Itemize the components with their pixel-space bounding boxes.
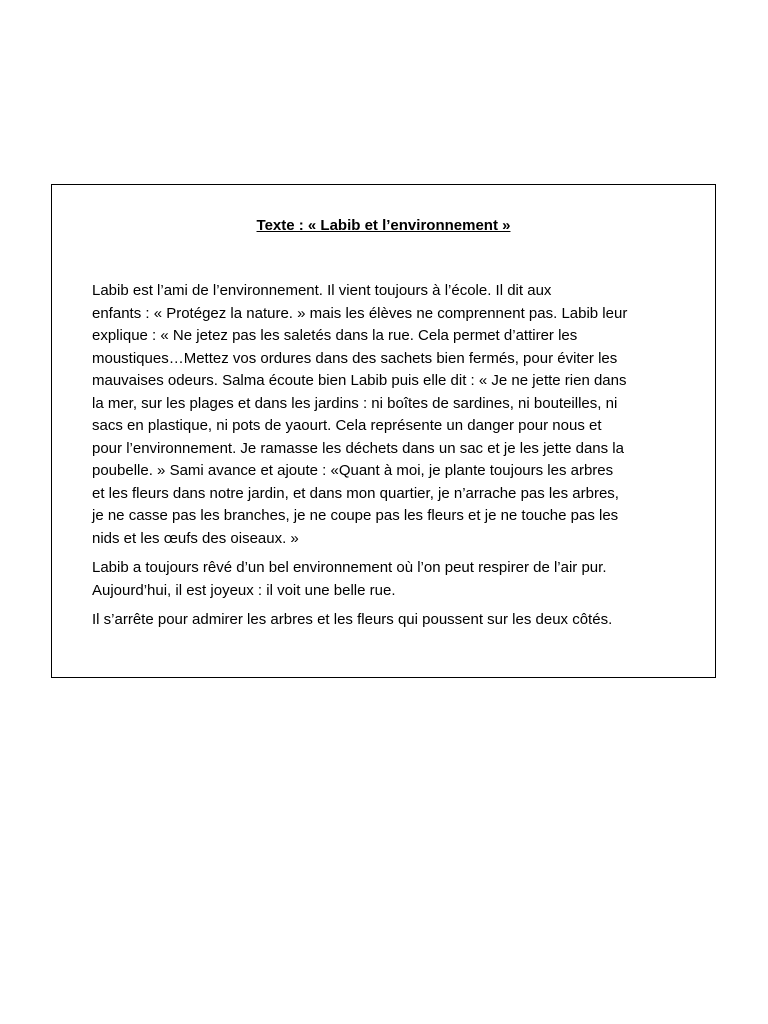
text-line: la mer, sur les plages et dans les jardins : ni boîtes de sardines, ni bouteilles, ni (92, 394, 618, 412)
document-title: Texte : « Labib et l’environnement » (256, 217, 511, 234)
text-line: Il s’arrête pour admirer les arbres et les fleurs qui poussent sur les deux côtés. (92, 611, 613, 628)
text-line: je ne casse pas les branches, je ne coupe pas les fleurs et je ne touche pas les (92, 507, 619, 524)
text-line: Labib a toujours rêvé d’un bel environnement où l’on peut respirer de l’air pur. (92, 559, 607, 576)
paragraph-1 (92, 280, 677, 550)
text-line: poubelle. » Sami avance et ajoute : «Quant à moi, je plante toujours les arbres (92, 462, 614, 479)
paragraph-2 (92, 557, 677, 602)
text-line: sacs en plastique, ni pots de yaourt. Cela représente un danger pour nous et (92, 417, 602, 434)
text-frame (51, 184, 716, 678)
paragraph-3 (92, 609, 677, 632)
text-line: et les fleurs dans notre jardin, et dans mon quartier, je n’arrache pas les arbres, (92, 484, 619, 502)
text-line: moustiques…Mettez vos ordures dans des sachets bien fermés, pour éviter les (92, 349, 618, 367)
text-line: pour l’environnement. Je ramasse les déchets dans un sac et je les jette dans la (92, 439, 624, 457)
text-line: Labib est l’ami de l’environnement. Il vient toujours à l’école. Il dit aux (92, 282, 552, 299)
text-line: explique : « Ne jetez pas les saletés dans la rue. Cela permet d’attirer les (92, 327, 578, 344)
text-line: Aujourd’hui, il est joyeux : il voit une belle rue. (92, 581, 396, 599)
document-body (92, 280, 677, 639)
text-line: nids et les œufs des oiseaux. » (92, 529, 299, 547)
text-line: enfants : « Protégez la nature. » mais les élèves ne comprennent pas. Labib leur (92, 304, 628, 322)
text-line: mauvaises odeurs. Salma écoute bien Labib puis elle dit : « Je ne jette rien dans (92, 372, 627, 389)
